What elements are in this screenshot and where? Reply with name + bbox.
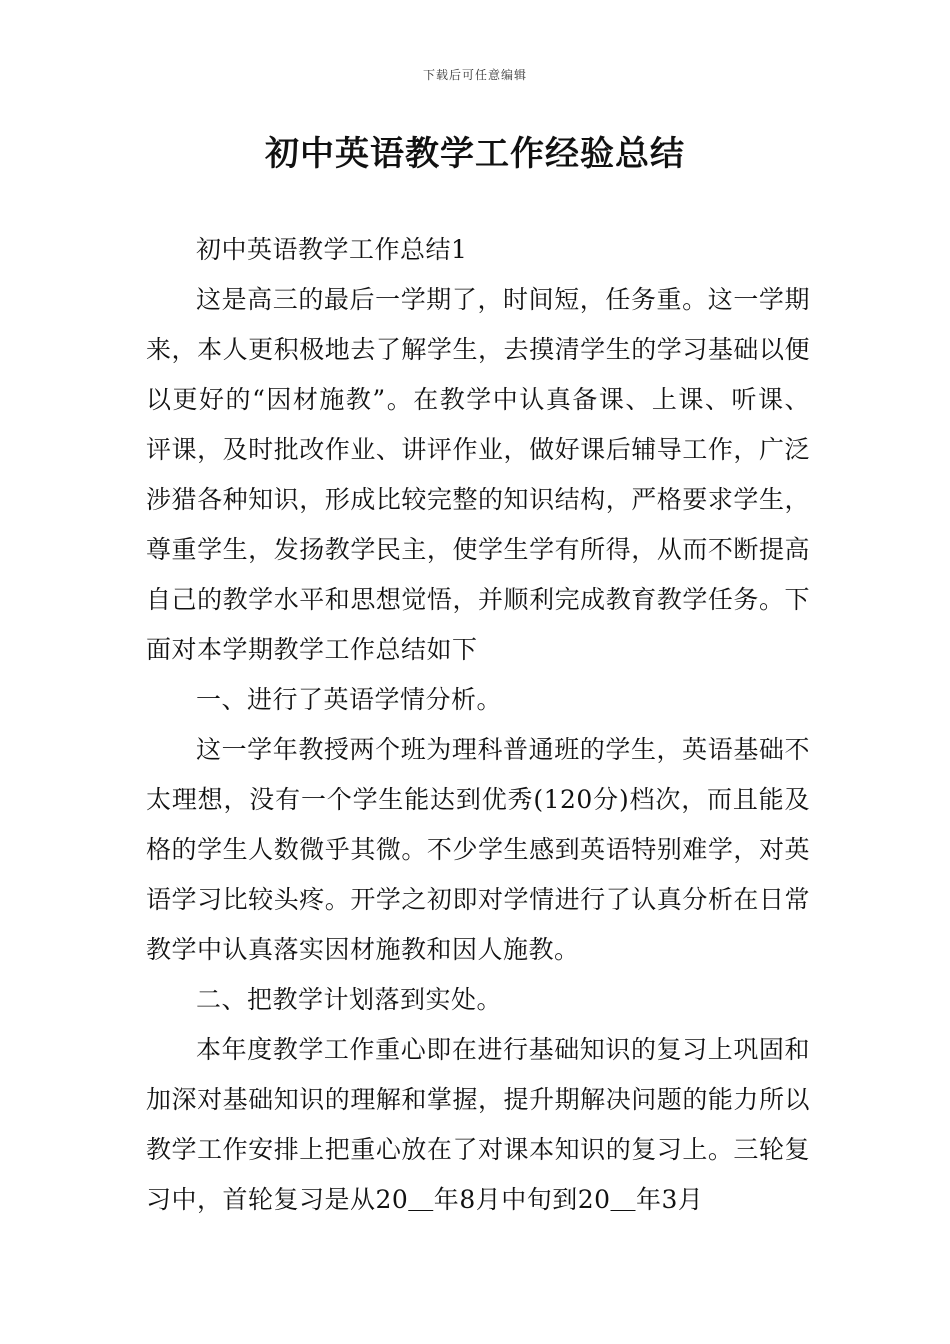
paragraph-intro: 这是高三的最后一学期了，时间短，任务重。这一学期来，本人更积极地去了解学生，去摸清学生的学习基础以便以更好的“因材施教”。在教学中认真备课、上课、听课、评课，及时批改作业、讲评作业，做好课后辅导工作，广泛涉猎各种知识，形成比较完整的知识结构，严格要求学生，尊重学生，发扬教学民主，使学生学有所得，从而不断提高自己的教学水平和思想觉悟，并顺利完成教育教学任务。下面对本学期教学工作总结如下: [146, 285, 810, 664]
document-title: 初中英语教学工作经验总结: [265, 134, 685, 174]
section-heading-2: 二、把教学计划落到实处。: [196, 985, 503, 1014]
document-body: [146, 225, 810, 1225]
page-header-note: 下载后可任意编辑: [422, 68, 527, 82]
section-heading-summary-1: 初中英语教学工作总结1: [196, 235, 468, 264]
paragraph-learning-analysis: 这一学年教授两个班为理科普通班的学生，英语基础不太理想，没有一个学生能达到优秀(120分)档次，而且能及格的学生人数微乎其微。不少学生感到英语特别难学，对英语学习比较头疼。开学之初即对学情进行了认真分析在日常教学中认真落实因材施教和因人施教。: [146, 735, 810, 964]
section-heading-1: 一、进行了英语学情分析。: [196, 685, 503, 714]
paragraph-teaching-plan: 本年度教学工作重心即在进行基础知识的复习上巩固和加深对基础知识的理解和掌握，提升期解决问题的能力所以教学工作安排上把重心放在了对课本知识的复习上。三轮复习中，首轮复习是从20＿年8月中旬到20＿年3月: [146, 1035, 810, 1214]
